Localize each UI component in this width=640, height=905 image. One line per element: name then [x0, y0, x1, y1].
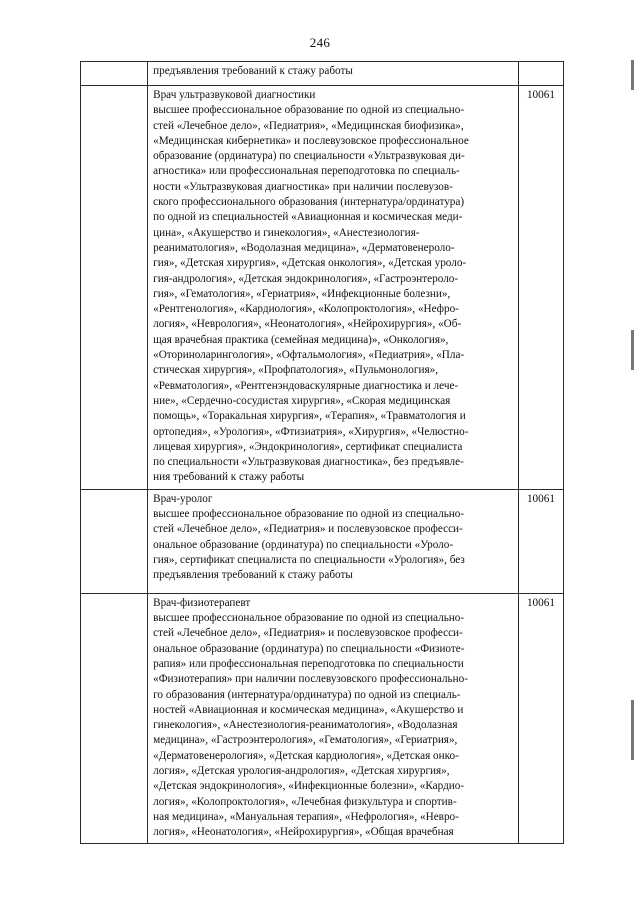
requirements-text: Врач ультразвуковой диагностики высшее профессиональное образование по одной из специально- стей «Лечебное дело», «Педиатрия», «Медицинская биофизика», «Медицинская кибернетика» и послевузовское профессиональное образование (ординатура) по специальности «Ультразвуковая ди- агностика» или профессиональная переподготовка по специаль- ности «Ультразвуковая диагностика» при наличии послевузов- ского профессионального образования (интернатура/ординатура) по одной из специальностей «Авиационная и космическая меди- цина», «Акушерство и гинекология», «Анестезиология- реаниматология», «Водолазная медицина», «Дерматовенероло- гия», «Детская хирургия», «Детская онкология», «Детская уроло- гия-андрология», «Детская эндокринология», «Гастроэнтероло- гия», «Гематология», «Гериатрия», «Инфекционные болезни», «Рентгенология», «Кардиология», «Колопроктология», «Нефро- логия», «Неврология», «Неонатология», «Нейрохирургия», «Об- щая врачебная практика (семейная медицина)», «Онкология», «Оториноларингология», «Офтальмология», «Педиатрия», «Пла- стическая хирургия», «Профпатология», «Пульмонология», «Ревматология», «Рентгенэндоваскулярные диагностика и лече- ние», «Сердечно-сосудистая хирургия», «Скорая медицинская помощь», «Торакальная хирургия», «Терапия», «Травматология и ортопедия», «Урология», «Фтизиатрия», «Хирургия», «Челюстно- лицевая хирургия», «Эндокринология», сертификат специалиста по специальности «Ультразвуковая диагностика», без предъявле- ния требований к стажу работы: [153, 89, 469, 484]
table-row: [81, 593, 564, 844]
group-cell: [81, 593, 148, 844]
code-text: 10061: [526, 89, 555, 101]
qualification-table: [80, 61, 564, 844]
code-cell: [518, 593, 563, 844]
scan-edge-mark: [631, 60, 634, 90]
requirements-text: предъявления требований к стажу работы: [153, 65, 353, 77]
table-row: [81, 86, 564, 490]
code-cell: [518, 489, 563, 593]
group-cell: [81, 86, 148, 490]
requirements-cell: [148, 86, 519, 490]
code-text: 10061: [526, 596, 555, 609]
code-cell: [518, 86, 563, 490]
table-row: [81, 489, 564, 593]
requirements-cell: [148, 489, 519, 593]
requirements-text: Врач-уролог высшее профессиональное образование по одной из специально- стей «Лечебное дело», «Педиатрия» и послевузовское професси- ональное образование (ординатура) по специальности «Уроло- гия», сертификат специалиста по специальности «Урология», без предъявления требований к стажу работы: [153, 492, 465, 582]
scan-edge-mark: [631, 330, 634, 370]
page-number: 246: [309, 35, 331, 50]
scan-edge-mark: [631, 700, 634, 760]
code-cell: [518, 62, 563, 86]
group-cell: [81, 62, 148, 86]
code-text: 10061: [526, 492, 555, 505]
code-text: [519, 62, 563, 64]
requirements-cell: [148, 593, 519, 844]
requirements-text: Врач-физиотерапевт высшее профессиональное образование по одной из специально- стей «Лечебное дело», «Педиатрия» и послевузовское професси- ональное образование (ординатура) по специальности «Физиоте- рапия» или профессиональная переподготовка по специальности «Физиотерапия» при наличии послевузовского профессионально- го образования (интернатура/ординатура) по одной из специаль- ностей «Авиационная и космическая медицина», «Акушерство и гинекология», «Анестезиология-реаниматология», «Водолазная медицина», «Гастроэнтерология», «Гематология», «Гериатрия», «Дерматовенерология», «Детская кардиология», «Детская онко- логия», «Детская урология-андрология», «Детская хирургия», «Детская эндокринология», «Инфекционные болезни», «Кардио- логия», «Колопроктология», «Лечебная физкультура и спортив- ная медицина», «Мануальная терапия», «Нефрология», «Невро- логия», «Неонатология», «Нейрохирургия», «Общая врачебная: [153, 596, 468, 839]
requirements-cell: [148, 62, 519, 86]
group-cell: [81, 489, 148, 593]
table-row: [81, 62, 564, 86]
